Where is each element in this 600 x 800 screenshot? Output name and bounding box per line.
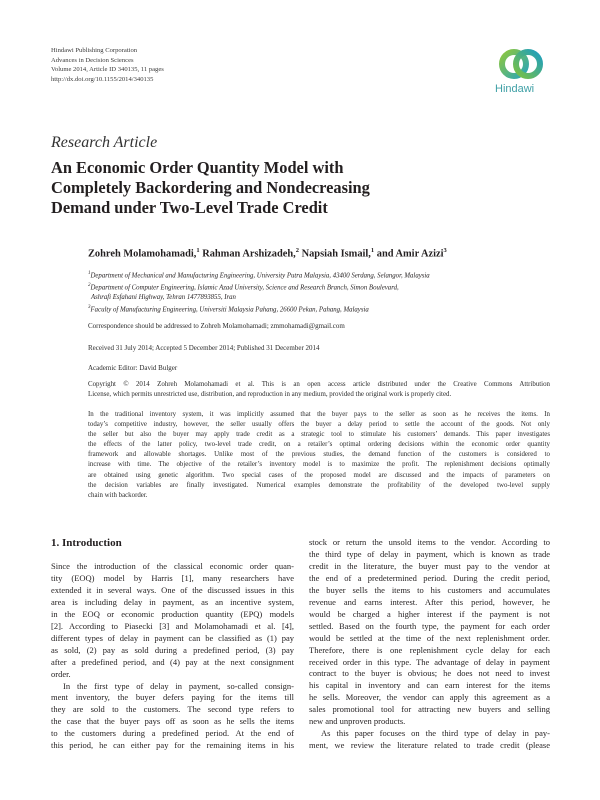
journal-line: Advances in Decision Sciences	[51, 56, 134, 64]
author-affil-mark: 2	[295, 247, 299, 254]
hindawi-logo[interactable]	[495, 44, 551, 106]
body-line: his capital in inventory and can earn interest for the items	[309, 680, 550, 691]
affiliation-text: Ashrafi Esfahani Highway, Tehran 1477893855, Iran	[91, 294, 236, 302]
body-column-left	[51, 561, 294, 752]
affiliation-text: Faculty of Manufacturing Engineering, Universiti Malaysia Pahang, 26600 Pekan, Pahang, Malaysia	[90, 306, 369, 314]
journal-header	[51, 46, 164, 84]
body-line: received order in this type. The advantage of delay in payment	[309, 656, 550, 667]
author-name[interactable]: Rahman Arshizadeh,	[202, 248, 296, 260]
body-line: revenue and earns interest. After this period, however, he	[309, 596, 550, 607]
body-line: he sells. Moreover, the vendor can apply this agreement as a	[309, 692, 550, 703]
body-line: would be settled at the time of the next replenishment order.	[309, 632, 550, 643]
body-line: would be charged a higher interest if the payment is not	[309, 608, 550, 619]
affiliation-text: Department of Mechanical and Manufacturing Engineering, University Putra Malaysia, 43400 Serdang, Selangor, Malaysia	[90, 272, 430, 280]
author-affil-mark: 1	[196, 247, 200, 254]
body-line: stock or return the unsold items to the vendor. According to	[309, 537, 550, 547]
affiliation-text: Department of Computer Engineering, Islamic Azad University, Science and Research Branch, Simon Boulevard,	[90, 284, 399, 292]
author-affil-mark: 3	[443, 247, 447, 254]
author-name[interactable]: Zohreh Molamohamadi,	[88, 248, 197, 260]
title-line: An Economic Order Quantity Model with	[51, 158, 344, 177]
body-line: In the first type of delay in payment, so-called consign-	[63, 680, 294, 691]
body-line: new and unproven products.	[309, 716, 406, 727]
academic-editor: Academic Editor: David Bulger	[88, 364, 178, 372]
hindawi-logo-icon	[498, 44, 544, 84]
copyright-notice	[88, 380, 550, 400]
abstract-line: the decision variables are finally investigated. Numerical examples demonstrate the profitability of the developed two-level supply	[88, 481, 550, 489]
affil-mark: 2	[88, 283, 91, 289]
body-line: as sold, (2) pay as sold during a predefined period, (3) pay	[51, 644, 294, 655]
affil-mark: 1	[88, 271, 91, 276]
body-column-right	[309, 537, 550, 752]
abstract	[88, 410, 550, 501]
doi-link[interactable]: http://dx.doi.org/10.1155/2014/340135	[51, 75, 154, 83]
body-line: sales promotional tool for attracting new buyers and selling	[309, 704, 550, 715]
body-line: the end of a predetermined period. During the credit period,	[309, 572, 550, 583]
body-line: contract to the buyer is obvious; he does not need to invest	[309, 668, 550, 679]
received-dates: Received 31 July 2014; Accepted 5 December 2014; Published 31 December 2014	[88, 344, 320, 352]
logo-text: Hindawi	[495, 83, 535, 95]
body-line: [2]. According to Piasecki [3] and Molamohamadi et al. [4],	[51, 620, 294, 631]
body-line: ment inventory, the buyer defers paying for the items till	[51, 692, 294, 703]
body-line: area is including delay in payment, as an incentive system,	[51, 596, 294, 607]
author-name[interactable]: Napsiah Ismail,	[301, 248, 371, 260]
title-line: Demand under Two-Level Trade Credit	[51, 198, 328, 217]
body-line: the third type of delay in payment, which is known as trade	[309, 548, 550, 559]
body-line: this period, he can either pay for the remaining items in his	[51, 740, 294, 751]
author-affil-mark: 1	[370, 247, 375, 254]
body-line: different types of delay in payment can be classified as (1) pay	[51, 632, 294, 643]
abstract-line: increase with time. The objective of the retailer’s inventory model is to maximize the profit. The replenishment decisions optimally	[88, 461, 550, 469]
body-line: they are sold to the customers. The second type refers to	[51, 704, 294, 715]
article-title	[51, 158, 531, 218]
abstract-line: today’s competitive industry, however, the seller usually offers the buyer a delay period to settle the account of the goods. Not only	[88, 421, 550, 429]
abstract-line: the effects of the latter policy, two-level trade credit, on a retailer’s optimal ordering decisions within the economic order quantity	[88, 441, 550, 449]
body-line: settled. Based on the fourth type, the payment for each order	[309, 620, 550, 631]
affiliations	[88, 269, 558, 315]
volume-line: Volume 2014, Article ID 340135, 11 pages	[51, 66, 164, 74]
body-line: ment, we review the literature related to trade credit (please	[309, 740, 550, 751]
affil-mark: 3	[88, 304, 91, 310]
abstract-line: In the traditional inventory system, it was implicitly assumed that the buyer pays to the seller as soon as he receives the items. In	[88, 411, 550, 418]
author-list	[88, 247, 447, 259]
body-line: to the customers during a predefined period. At the end of	[51, 728, 294, 739]
correspondence: Correspondence should be addressed to Zohreh Molamohamadi; zmmohamadi@gmail.com	[88, 322, 345, 330]
body-line: extended it in several ways. One of the discussed issues in this	[51, 584, 294, 595]
body-line: Since the introduction of the classical economic order quan-	[51, 561, 294, 571]
abstract-line: chain with backorder.	[88, 491, 148, 499]
section-heading: 1. Introduction	[51, 537, 122, 549]
body-line: tity (EOQ) model by Harris [1], many researchers have	[51, 572, 294, 583]
article-type: Research Article	[51, 134, 158, 151]
affiliation-item	[88, 269, 558, 281]
copyright-line: Copyright © 2014 Zohreh Molamohamadi et al. This is an open access article distributed under the Creative Commons Attribution	[88, 381, 550, 388]
body-line: after a predefined period, and (4) pay at the next consignment	[51, 656, 294, 667]
body-line: in the EOQ or economic production quantity (EPQ) models	[51, 608, 294, 619]
copyright-line: License, which permits unrestricted use, distribution, and reproduction in any medium, provided the original work is properly cited.	[88, 391, 452, 399]
title-line: Completely Backordering and Nondecreasing	[51, 178, 370, 197]
abstract-line: the seller but also the buyer may apply trade credit as a strategic tool to stimulate his customers’ demands. This paper investigates	[88, 431, 550, 439]
body-line: Therefore, there is one replenishment cycle delay for each	[309, 644, 550, 655]
publisher-line: Hindawi Publishing Corporation	[51, 47, 138, 54]
affiliation-item	[88, 281, 558, 293]
body-line: the case that the buyer pays off as soon as he sells the items	[51, 716, 294, 727]
author-name[interactable]: and Amir Azizi	[376, 248, 444, 260]
affiliation-item	[88, 303, 558, 315]
abstract-line: framework and allowable shortages. Unlike most of the previous studies, the demand function of the customers is considered to	[88, 451, 550, 459]
body-line: As this paper focuses on the third type of delay in pay-	[321, 728, 550, 739]
body-line: the buyer sells the items to his customers and accumulates	[309, 584, 550, 595]
abstract-line: are obtained using genetic algorithm. Two special cases of the proposed model are discussed and the impacts of parameters on	[88, 471, 550, 479]
body-line: credit in the literature, the buyer must pay to the vendor at	[309, 560, 550, 571]
body-line: order.	[51, 668, 71, 679]
